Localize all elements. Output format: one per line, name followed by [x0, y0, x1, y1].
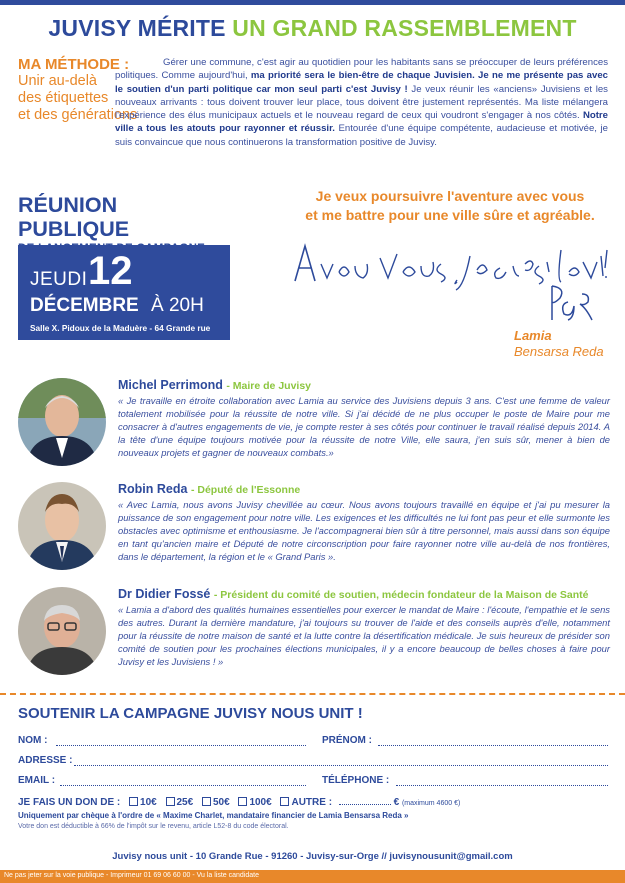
donation-max: (maximum 4600 €)	[401, 800, 461, 807]
intro-text-1: Gérer une commune, c'est agir au quotidien pour les habitants sans se préoccuper de leurs préférences politiques. Comme aujourd'hui,	[115, 57, 608, 82]
email-field[interactable]	[60, 785, 306, 786]
candidate-quote	[290, 187, 610, 225]
method-line1: Unir au-delà	[18, 73, 97, 89]
intro-text-2: Je veux réunir les «anciens» Juvisiens et les nouveaux arrivants : tous doivent trouver leur place, tous doivent être justement représentés. Ma liste mélangera l'expérience des élus municipaux actuels et le nouveau regard de ceux qui voudront s'engager à nos côtés.	[115, 83, 608, 122]
donation-label: JE FAIS UN DON DE :	[18, 797, 121, 808]
supporter-role: - Député de l'Essonne	[190, 484, 301, 496]
title-part1: JUVISY MÉRITE	[48, 15, 226, 41]
donation-option-label: 100€	[249, 797, 272, 808]
prenom-label: PRÉNOM :	[322, 735, 372, 746]
intro-text-3: Entourée d'une équipe compétente, audacieuse et motivée, je suis convaincue que nous continuerons la transformation positive de Juvisy.	[115, 123, 609, 148]
method-line3: et des générations	[18, 107, 138, 123]
donation-row	[18, 797, 460, 808]
intro-bold-1: ma priorité sera le bien-être de chaque Juvisien. Je ne me présente pas avec le soutien d'un parti politique car mon seul parti c'est Juvisy !	[115, 70, 608, 95]
form-title: SOUTENIR LA CAMPAGNE JUVISY NOUS UNIT !	[18, 705, 363, 722]
meeting-weekday: JEUDI	[30, 269, 88, 290]
supporter-quote: « Avec Lamia, nous avons Juvisy chevillée au cœur. Nous avons toujours travaillé en équipe et j'ai pu mesurer la puissance de son engagement pour notre ville. Les exigences et les difficultés ne lui font pas peur et elle surmonte les obstacles avec optimisme et enthousiasme. Je l'accompagnerai bien sûr à titre personnel, mais aussi dans son équipe en tant qu'ancien maire et Député de notre circonscription pour faire rayonner notre ville au-delà de nos frontières, dans le département, la région et le « Grand Paris ».	[118, 499, 610, 562]
prenom-field[interactable]	[378, 745, 608, 746]
initials-signature	[544, 280, 608, 324]
meeting-title: RÉUNION PUBLIQUE	[18, 193, 130, 241]
checkbox[interactable]	[166, 797, 175, 806]
contact-line: Juvisy nous unit - 10 Grande Rue - 91260 - Juvisy-sur-Orge // juvisynousunit@gmail.com	[112, 851, 513, 862]
supporter-name	[118, 378, 311, 392]
donation-option-50[interactable]	[202, 797, 230, 808]
supporter-name	[118, 482, 300, 496]
donation-option-label: 25€	[176, 797, 194, 808]
page-title	[0, 15, 625, 42]
nom-field[interactable]	[56, 745, 306, 746]
email-label: EMAIL :	[18, 775, 56, 786]
meeting-month: DÉCEMBRE	[30, 295, 139, 316]
nom-label: NOM :	[18, 735, 48, 746]
supporter-name-text: Robin Reda	[118, 482, 188, 496]
checkbox[interactable]	[129, 797, 138, 806]
supporter-name-text: Dr Didier Fossé	[118, 587, 211, 601]
cheque-instructions: Uniquement par chèque à l'ordre de « Maxime Charlet, mandataire financier de Lamia Bensarsa Reda »	[18, 811, 409, 820]
donation-option-25[interactable]	[166, 797, 194, 808]
adresse-label: ADRESSE :	[18, 755, 73, 766]
meeting-day: 12	[88, 249, 133, 293]
telephone-field[interactable]	[396, 785, 608, 786]
checkbox[interactable]	[238, 797, 247, 806]
candidate-last-name: Bensarsa Reda	[514, 344, 604, 359]
donation-option-label: 50€	[212, 797, 230, 808]
supporter-quote: « Lamia a d'abord des qualités humaines essentielles pour exercer le mandat de Maire : l'écoute, l'empathie et le sens des autres. Durant la dernière mandature, j'ai toujours su trouver de l'aide et des conseils auprès d'elle, notamment pour la réussite de notre maison de santé et la lutte contre la désertification médicale. Je suis heureux de présider son comité de soutien pour les prochaines élections municipales, il y a encore beaucoup de belles choses à faire pour Juvisy et les Juvisiens ! »	[118, 604, 610, 667]
other-amount-field[interactable]	[339, 804, 391, 805]
checkbox[interactable]	[202, 797, 211, 806]
supporter-role-text: Député de l'Essonne	[197, 484, 301, 496]
supporter-role-text: Président du comité de soutien, médecin fondateur de la Maison de Santé	[220, 589, 589, 601]
checkbox[interactable]	[280, 797, 289, 806]
donation-option-label: 10€	[140, 797, 157, 808]
method-heading: MA MÉTHODE :	[18, 56, 130, 73]
top-color-bar	[0, 0, 625, 5]
candidate-quote-line1: Je veux poursuivre l'aventure avec vous	[315, 188, 585, 204]
meeting-venue: Salle X. Pidoux de la Maduère - 64 Grande rue	[30, 323, 211, 333]
candidate-quote-line2: et me battre pour une ville sûre et agréable.	[305, 207, 595, 223]
avatar	[18, 482, 106, 570]
currency-symbol: €	[393, 797, 400, 808]
supporter-role: - Maire de Juvisy	[226, 380, 312, 392]
intro-paragraph	[115, 56, 608, 149]
donation-option-100[interactable]	[238, 797, 271, 808]
footer-legal: Ne pas jeter sur la voie publique - Imprimeur 01 69 06 60 00 - Vu la liste candidate	[4, 872, 259, 879]
supporter-role-text: Maire de Juvisy	[232, 380, 312, 392]
supporter-name	[118, 587, 588, 601]
donation-option-other[interactable]	[280, 797, 332, 808]
supporter-name-text: Michel Perrimond	[118, 378, 223, 392]
meeting-date-box	[18, 245, 230, 340]
intro-bold-2: Notre ville a tous les atouts pour rayonner et réussir.	[115, 110, 608, 135]
telephone-label: TÉLÉPHONE :	[322, 775, 390, 786]
supporter-card	[18, 587, 610, 687]
meeting-time: À 20H	[151, 295, 204, 316]
method-line2: des étiquettes	[18, 90, 109, 106]
candidate-first-name: Lamia	[514, 328, 552, 343]
supporter-card	[18, 378, 610, 478]
cut-line	[0, 693, 625, 695]
avatar	[18, 378, 106, 466]
adresse-field[interactable]	[74, 765, 608, 766]
tax-deduction-note: Votre don est déductible à 66% de l'impôt sur le revenu, article L52-8 du code électoral.	[18, 823, 289, 830]
avatar	[18, 587, 106, 675]
supporter-role: - Président du comité de soutien, médecin fondateur de la Maison de Santé	[213, 589, 589, 601]
donation-option-10[interactable]	[129, 797, 157, 808]
title-part2: UN GRAND RASSEMBLEMENT	[232, 15, 577, 41]
donation-option-label: AUTRE :	[291, 797, 333, 808]
supporter-quote: « Je travaille en étroite collaboration avec Lamia au service des Juvisiens depuis 3 ans. C'est une femme de valeur totalement mobilisée pour la réussite de notre ville. Si j'ai décidé de ne plus occuper le poste de Maire pour me consacrer à d'autres engagements de vie, je compte rester à ses côtés pour continuer le travail réalisé depuis 2014. A la tête d'une équipe toujours motivée pour la réussite de notre Ville, elle saura, j'en suis sûr, mener à bien de nouveaux projets et gagner de nouveaux combats.»	[118, 395, 610, 458]
supporter-card	[18, 482, 610, 582]
